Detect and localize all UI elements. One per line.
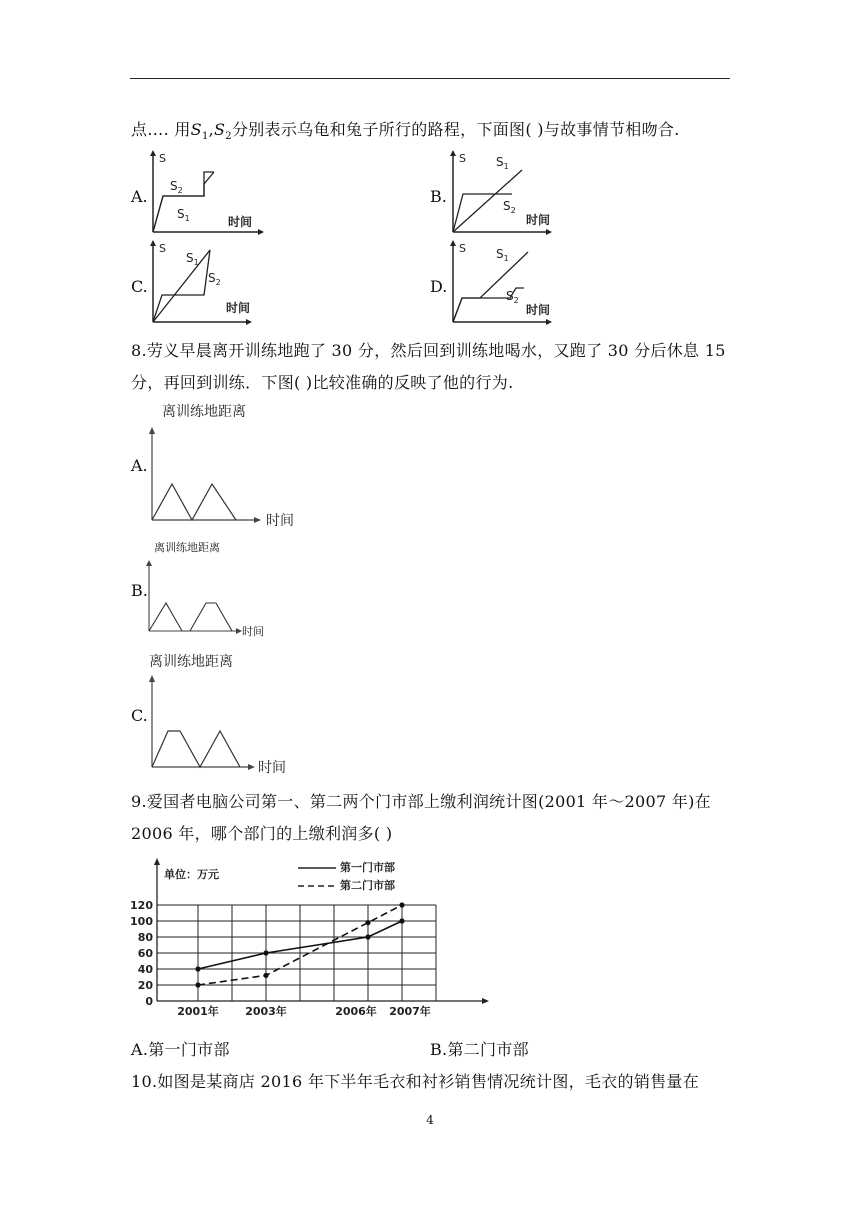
q7-graph-d — [450, 240, 560, 325]
q8-graph-a — [140, 400, 310, 535]
y-tick-label: 20 — [137, 979, 153, 992]
q7-graph-b — [450, 150, 560, 235]
x-axis-label: 时间 — [526, 303, 551, 317]
s2-symbol: S — [214, 120, 226, 139]
s2-subscript: 2 — [225, 131, 232, 143]
y-axis-arrow-icon — [146, 560, 152, 566]
q7-text-end: 分别表示乌龟和兔子所行的路程，下面图( )与故事情节相吻合. — [231, 120, 680, 139]
q7-option-d[interactable]: D. — [430, 277, 448, 296]
x-axis-label: 时间 — [228, 215, 253, 229]
x-axis-label: 时间 — [526, 213, 551, 227]
q9-option-a[interactable]: A.第一门市部 — [131, 1040, 230, 1059]
unit-label: 单位：万元 — [164, 868, 219, 881]
q8-graph-b — [140, 538, 280, 643]
y-axis-label: 离训练地距离 — [149, 654, 233, 670]
distance-line — [152, 484, 236, 520]
s2-label: $S_2$ — [503, 199, 516, 215]
y-axis-arrow-icon — [149, 427, 155, 434]
x-axis-label: 时间 — [266, 513, 294, 529]
y-axis-label: S — [459, 242, 466, 255]
x-axis-arrow-icon — [246, 319, 252, 325]
s1-label: $S_1$ — [496, 247, 509, 263]
s1-line — [153, 172, 214, 232]
q7-option-a[interactable]: A. — [131, 187, 148, 206]
x-axis-arrow-icon — [254, 517, 261, 523]
profit-line-chart — [130, 855, 490, 1020]
q8-text-line2: 分，再回到训练．下图( )比较准确的反映了他的行为. — [131, 373, 514, 392]
data-point — [399, 918, 404, 923]
x-axis-label: 时间 — [226, 301, 251, 315]
s1-subscript: 1 — [201, 131, 209, 143]
s1-line — [453, 252, 528, 322]
distance-line — [152, 731, 240, 767]
x-axis-arrow-icon — [546, 229, 552, 235]
s2-label: $S_2$ — [506, 289, 519, 305]
x-axis-arrow-icon — [482, 998, 489, 1004]
y-axis-label: 离训练地距离 — [154, 541, 220, 554]
q7-text — [131, 117, 680, 142]
y-tick-label: 0 — [145, 995, 153, 1008]
q10-text-line1: 10.如图是某商店 2016 年下半年毛衣和衬衫销售情况统计图，毛衣的销售量在 — [131, 1072, 700, 1091]
distance-line — [149, 603, 232, 631]
legend-series-1: 第一门市部 — [340, 861, 395, 874]
y-axis-arrow-icon — [450, 150, 456, 156]
page-number: 4 — [426, 1113, 434, 1127]
y-axis-label: S — [159, 152, 166, 165]
q8-text-line1: 8.劳义早晨离开训练地跑了 30 分，然后回到训练地喝水，又跑了 30 分后休息 15 — [131, 341, 726, 360]
header-rule — [130, 78, 730, 79]
y-tick-label: 40 — [137, 963, 153, 976]
data-point — [195, 982, 200, 987]
x-tick-label: 2007年 — [389, 1005, 431, 1018]
x-axis-arrow-icon — [248, 764, 255, 770]
data-point — [263, 973, 268, 978]
y-axis-arrow-icon — [149, 675, 155, 682]
y-tick-label: 120 — [130, 899, 153, 912]
y-tick-label: 100 — [130, 915, 153, 928]
data-point — [365, 934, 370, 939]
separator: , — [208, 120, 214, 139]
s1-line — [153, 250, 210, 322]
s2-label: $S_2$ — [170, 179, 183, 195]
q8-option-a[interactable]: A. — [131, 456, 148, 475]
y-axis-label: S — [159, 242, 166, 255]
s2-line — [153, 172, 214, 232]
q8-option-b[interactable]: B. — [131, 581, 148, 600]
q7-text-start: 点…. 用 — [131, 120, 191, 139]
data-point — [365, 920, 370, 925]
x-axis-label: 时间 — [258, 760, 286, 776]
s1-line — [453, 170, 522, 232]
y-axis-label: S — [459, 152, 466, 165]
q8-option-c[interactable]: C. — [131, 706, 148, 725]
s1-label: $S_1$ — [177, 207, 190, 223]
data-point — [195, 966, 200, 971]
s2-label: $S_2$ — [208, 271, 221, 287]
data-point — [399, 902, 404, 907]
y-axis-arrow-icon — [154, 858, 160, 865]
s1-label: $S_1$ — [496, 155, 509, 171]
legend-series-2: 第二门市部 — [340, 879, 395, 892]
q9-text-line1: 9.爱国者电脑公司第一、第二两个门市部上缴利润统计图(2001 年～2007 年)在 — [131, 792, 711, 811]
y-axis-label: 离训练地距离 — [162, 404, 246, 420]
x-tick-label: 2001年 — [177, 1005, 219, 1018]
s1-symbol: S — [190, 120, 202, 139]
s1-label: $S_1$ — [186, 251, 199, 267]
y-axis-arrow-icon — [150, 150, 156, 156]
data-point — [263, 950, 268, 955]
q7-option-c[interactable]: C. — [131, 277, 148, 296]
q9-option-b[interactable]: B.第二门市部 — [430, 1040, 529, 1059]
x-axis-label: 时间 — [242, 625, 264, 638]
y-tick-label: 60 — [137, 947, 153, 960]
q7-option-b[interactable]: B. — [430, 187, 447, 206]
q7-graph-a — [150, 150, 260, 235]
y-tick-label: 80 — [137, 931, 153, 944]
y-axis-arrow-icon — [150, 240, 156, 246]
y-axis-arrow-icon — [450, 240, 456, 246]
x-tick-label: 2003年 — [245, 1005, 287, 1018]
q9-text-line2: 2006 年，哪个部门的上缴利润多( ) — [131, 824, 393, 843]
x-tick-label: 2006年 — [335, 1005, 377, 1018]
x-axis-arrow-icon — [258, 229, 264, 235]
q8-graph-c — [140, 650, 310, 780]
x-axis-arrow-icon — [546, 319, 552, 325]
q7-graph-c — [150, 240, 260, 325]
